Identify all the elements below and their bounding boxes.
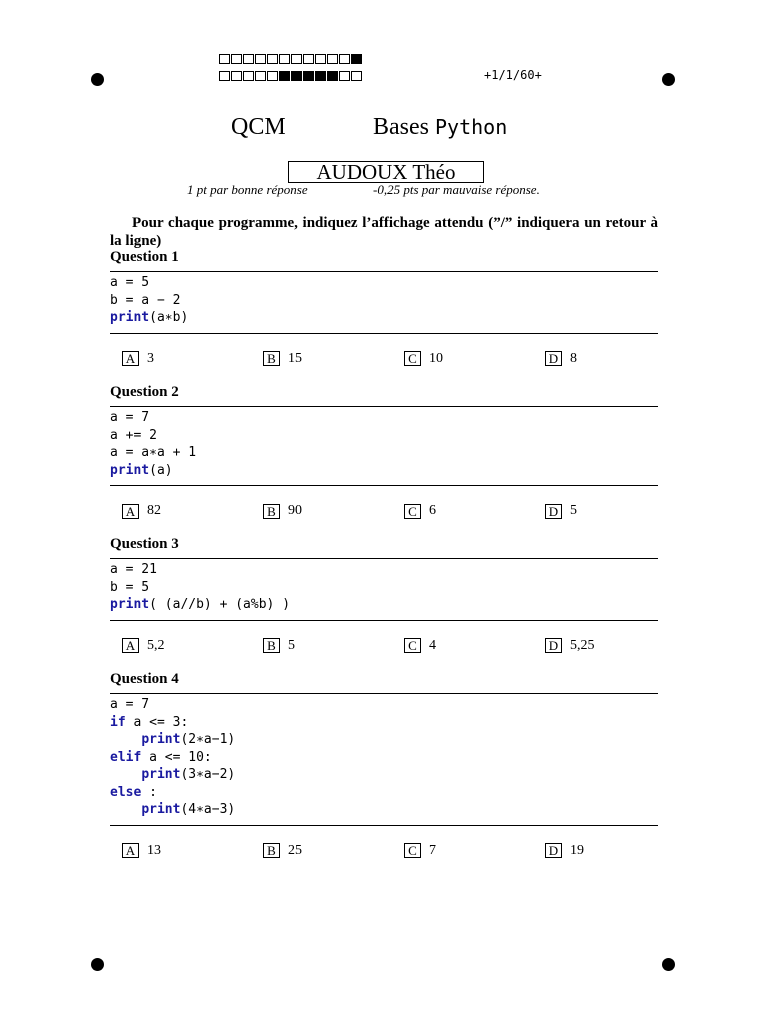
answer-checkbox[interactable]: C xyxy=(404,504,421,519)
code-top-rule xyxy=(110,406,658,407)
answer-text: 7 xyxy=(429,842,436,858)
code-keyword: print xyxy=(141,767,181,782)
question-title: Question 1 xyxy=(110,249,179,265)
code-keyword: if xyxy=(110,714,126,730)
code-keyword: elif xyxy=(110,749,142,765)
answer-checkbox[interactable]: B xyxy=(263,843,280,858)
scoring-bad: -0,25 pts par mauvaise réponse. xyxy=(373,182,540,197)
code-block xyxy=(110,696,235,819)
code-bottom-rule xyxy=(110,333,658,334)
barcode-cell xyxy=(279,54,290,64)
answer-choice-c[interactable] xyxy=(404,843,436,859)
answer-choice-d[interactable] xyxy=(545,638,595,654)
corner-mark-top-left xyxy=(91,73,104,86)
code-line xyxy=(110,749,235,767)
answer-checkbox[interactable]: B xyxy=(263,351,280,366)
code-text: b = 5 xyxy=(110,579,150,595)
code-text: a = 7 xyxy=(110,410,150,425)
page-code: +1/1/60+ xyxy=(484,68,542,82)
barcode-cell xyxy=(231,54,242,64)
answer-checkbox[interactable]: B xyxy=(263,504,280,519)
code-line xyxy=(110,292,188,310)
barcode-cell xyxy=(255,71,266,81)
page-barcode-row-1 xyxy=(219,54,363,64)
code-text: a = 21 xyxy=(110,562,157,577)
code-keyword: print xyxy=(110,462,150,478)
question-title: Question 3 xyxy=(110,536,179,552)
code-text: (a∗b) xyxy=(149,310,189,325)
code-text: a <= 3: xyxy=(125,714,189,730)
code-text: a <= 10: xyxy=(141,749,212,765)
barcode-cell xyxy=(315,71,326,81)
code-line xyxy=(110,579,290,597)
barcode-cell xyxy=(243,71,254,81)
code-text xyxy=(110,732,141,747)
code-block xyxy=(110,561,290,614)
barcode-cell xyxy=(279,71,290,81)
answer-text: 19 xyxy=(570,842,584,858)
question-title: Question 2 xyxy=(110,384,179,400)
answer-text: 15 xyxy=(288,350,302,366)
code-top-rule xyxy=(110,693,658,694)
code-text: a += 2 xyxy=(110,427,157,443)
code-line xyxy=(110,784,235,802)
code-bottom-rule xyxy=(110,825,658,826)
answer-checkbox[interactable]: D xyxy=(545,504,562,519)
answer-checkbox[interactable]: A xyxy=(122,638,139,653)
code-line xyxy=(110,409,196,427)
answer-choice-c[interactable] xyxy=(404,638,436,654)
answer-text: 82 xyxy=(147,503,161,518)
code-text xyxy=(110,802,141,817)
barcode-cell xyxy=(219,54,230,64)
barcode-cell xyxy=(291,54,302,64)
code-block xyxy=(110,409,196,479)
answer-checkbox[interactable]: D xyxy=(545,351,562,366)
barcode-cell xyxy=(351,54,362,64)
answer-choice-c[interactable] xyxy=(404,351,443,367)
instructions: Pour chaque programme, indiquez l’affichage attendu (”/” indiquera un retour à la ligne) xyxy=(110,215,658,249)
barcode-cell xyxy=(219,71,230,81)
student-name-box: AUDOUX Théo xyxy=(288,161,484,183)
code-text: a = 5 xyxy=(110,275,150,290)
code-line xyxy=(110,766,235,784)
barcode-cell xyxy=(267,54,278,64)
answer-choice-a[interactable] xyxy=(122,638,165,654)
answer-checkbox[interactable]: B xyxy=(263,638,280,653)
corner-mark-bottom-right xyxy=(662,958,675,971)
answer-choice-a[interactable] xyxy=(122,503,161,519)
answer-choice-b[interactable] xyxy=(263,638,295,654)
answer-choice-a[interactable] xyxy=(122,351,154,367)
code-keyword: print xyxy=(141,732,181,747)
code-line xyxy=(110,309,188,327)
code-bottom-rule xyxy=(110,620,658,621)
answer-text: 5 xyxy=(288,637,295,653)
answer-checkbox[interactable]: C xyxy=(404,638,421,653)
barcode-cell xyxy=(339,71,350,81)
barcode-cell xyxy=(267,71,278,81)
page-barcode-row-2 xyxy=(219,71,363,81)
code-text: b = a − 2 xyxy=(110,292,181,308)
answer-text: 90 xyxy=(288,503,302,518)
code-text: : xyxy=(141,784,157,800)
answer-choice-b[interactable] xyxy=(263,843,302,859)
title-subject: QCM xyxy=(231,114,286,140)
answer-choice-b[interactable] xyxy=(263,351,302,367)
corner-mark-bottom-left xyxy=(91,958,104,971)
code-keyword: else xyxy=(110,784,142,800)
answer-text: 6 xyxy=(429,503,436,518)
title-topic-code: Python xyxy=(435,115,508,139)
answer-checkbox[interactable]: A xyxy=(122,351,139,366)
answer-checkbox[interactable]: C xyxy=(404,351,421,366)
code-bottom-rule xyxy=(110,485,658,486)
code-line xyxy=(110,427,196,445)
code-top-rule xyxy=(110,271,658,272)
code-line xyxy=(110,274,188,292)
answer-checkbox[interactable]: A xyxy=(122,504,139,519)
answer-choice-d[interactable] xyxy=(545,503,577,519)
barcode-cell xyxy=(243,54,254,64)
answer-choice-c[interactable] xyxy=(404,503,436,519)
code-line xyxy=(110,801,235,819)
code-text: (2∗a−1) xyxy=(180,732,236,747)
title-topic-word: Bases xyxy=(373,114,429,140)
answer-text: 10 xyxy=(429,350,443,366)
answer-checkbox[interactable]: A xyxy=(122,843,139,858)
code-text xyxy=(110,767,141,782)
barcode-cell xyxy=(327,71,338,81)
barcode-cell xyxy=(291,71,302,81)
barcode-cell xyxy=(231,71,242,81)
barcode-cell xyxy=(303,54,314,64)
code-line xyxy=(110,696,235,714)
answer-text: 3 xyxy=(147,350,154,366)
barcode-cell xyxy=(339,54,350,64)
title-topic xyxy=(373,114,507,141)
barcode-cell xyxy=(327,54,338,64)
code-keyword: print xyxy=(141,802,181,817)
code-text: a = 7 xyxy=(110,697,150,712)
answer-checkbox[interactable]: D xyxy=(545,843,562,858)
code-keyword: print xyxy=(110,310,150,325)
code-line xyxy=(110,596,290,614)
code-text: ( (a//b) + (a%b) ) xyxy=(149,597,291,612)
answer-text: 25 xyxy=(288,842,302,858)
question-title: Question 4 xyxy=(110,671,179,687)
answer-choice-d[interactable] xyxy=(545,843,584,859)
scoring-good: 1 pt par bonne réponse xyxy=(187,182,308,197)
code-line xyxy=(110,561,290,579)
answer-text: 5,25 xyxy=(570,637,595,653)
answer-text: 4 xyxy=(429,637,436,653)
code-keyword: print xyxy=(110,597,150,612)
code-text: (4∗a−3) xyxy=(180,802,236,817)
barcode-cell xyxy=(315,54,326,64)
corner-mark-top-right xyxy=(662,73,675,86)
answer-checkbox[interactable]: D xyxy=(545,638,562,653)
answer-checkbox[interactable]: C xyxy=(404,843,421,858)
code-block xyxy=(110,274,188,327)
answer-text: 13 xyxy=(147,842,161,858)
answer-text: 8 xyxy=(570,350,577,366)
code-line xyxy=(110,731,235,749)
code-text: (3∗a−2) xyxy=(180,767,236,782)
code-line xyxy=(110,714,235,732)
answer-choice-d[interactable] xyxy=(545,351,577,367)
code-line xyxy=(110,462,196,480)
answer-choice-b[interactable] xyxy=(263,503,302,519)
code-text: a = a∗a + 1 xyxy=(110,445,197,460)
answer-text: 5 xyxy=(570,503,577,518)
code-line xyxy=(110,444,196,462)
answer-choice-a[interactable] xyxy=(122,843,161,859)
answer-text: 5,2 xyxy=(147,637,165,653)
code-top-rule xyxy=(110,558,658,559)
barcode-cell xyxy=(351,71,362,81)
code-text: (a) xyxy=(149,462,173,478)
barcode-cell xyxy=(255,54,266,64)
barcode-cell xyxy=(303,71,314,81)
